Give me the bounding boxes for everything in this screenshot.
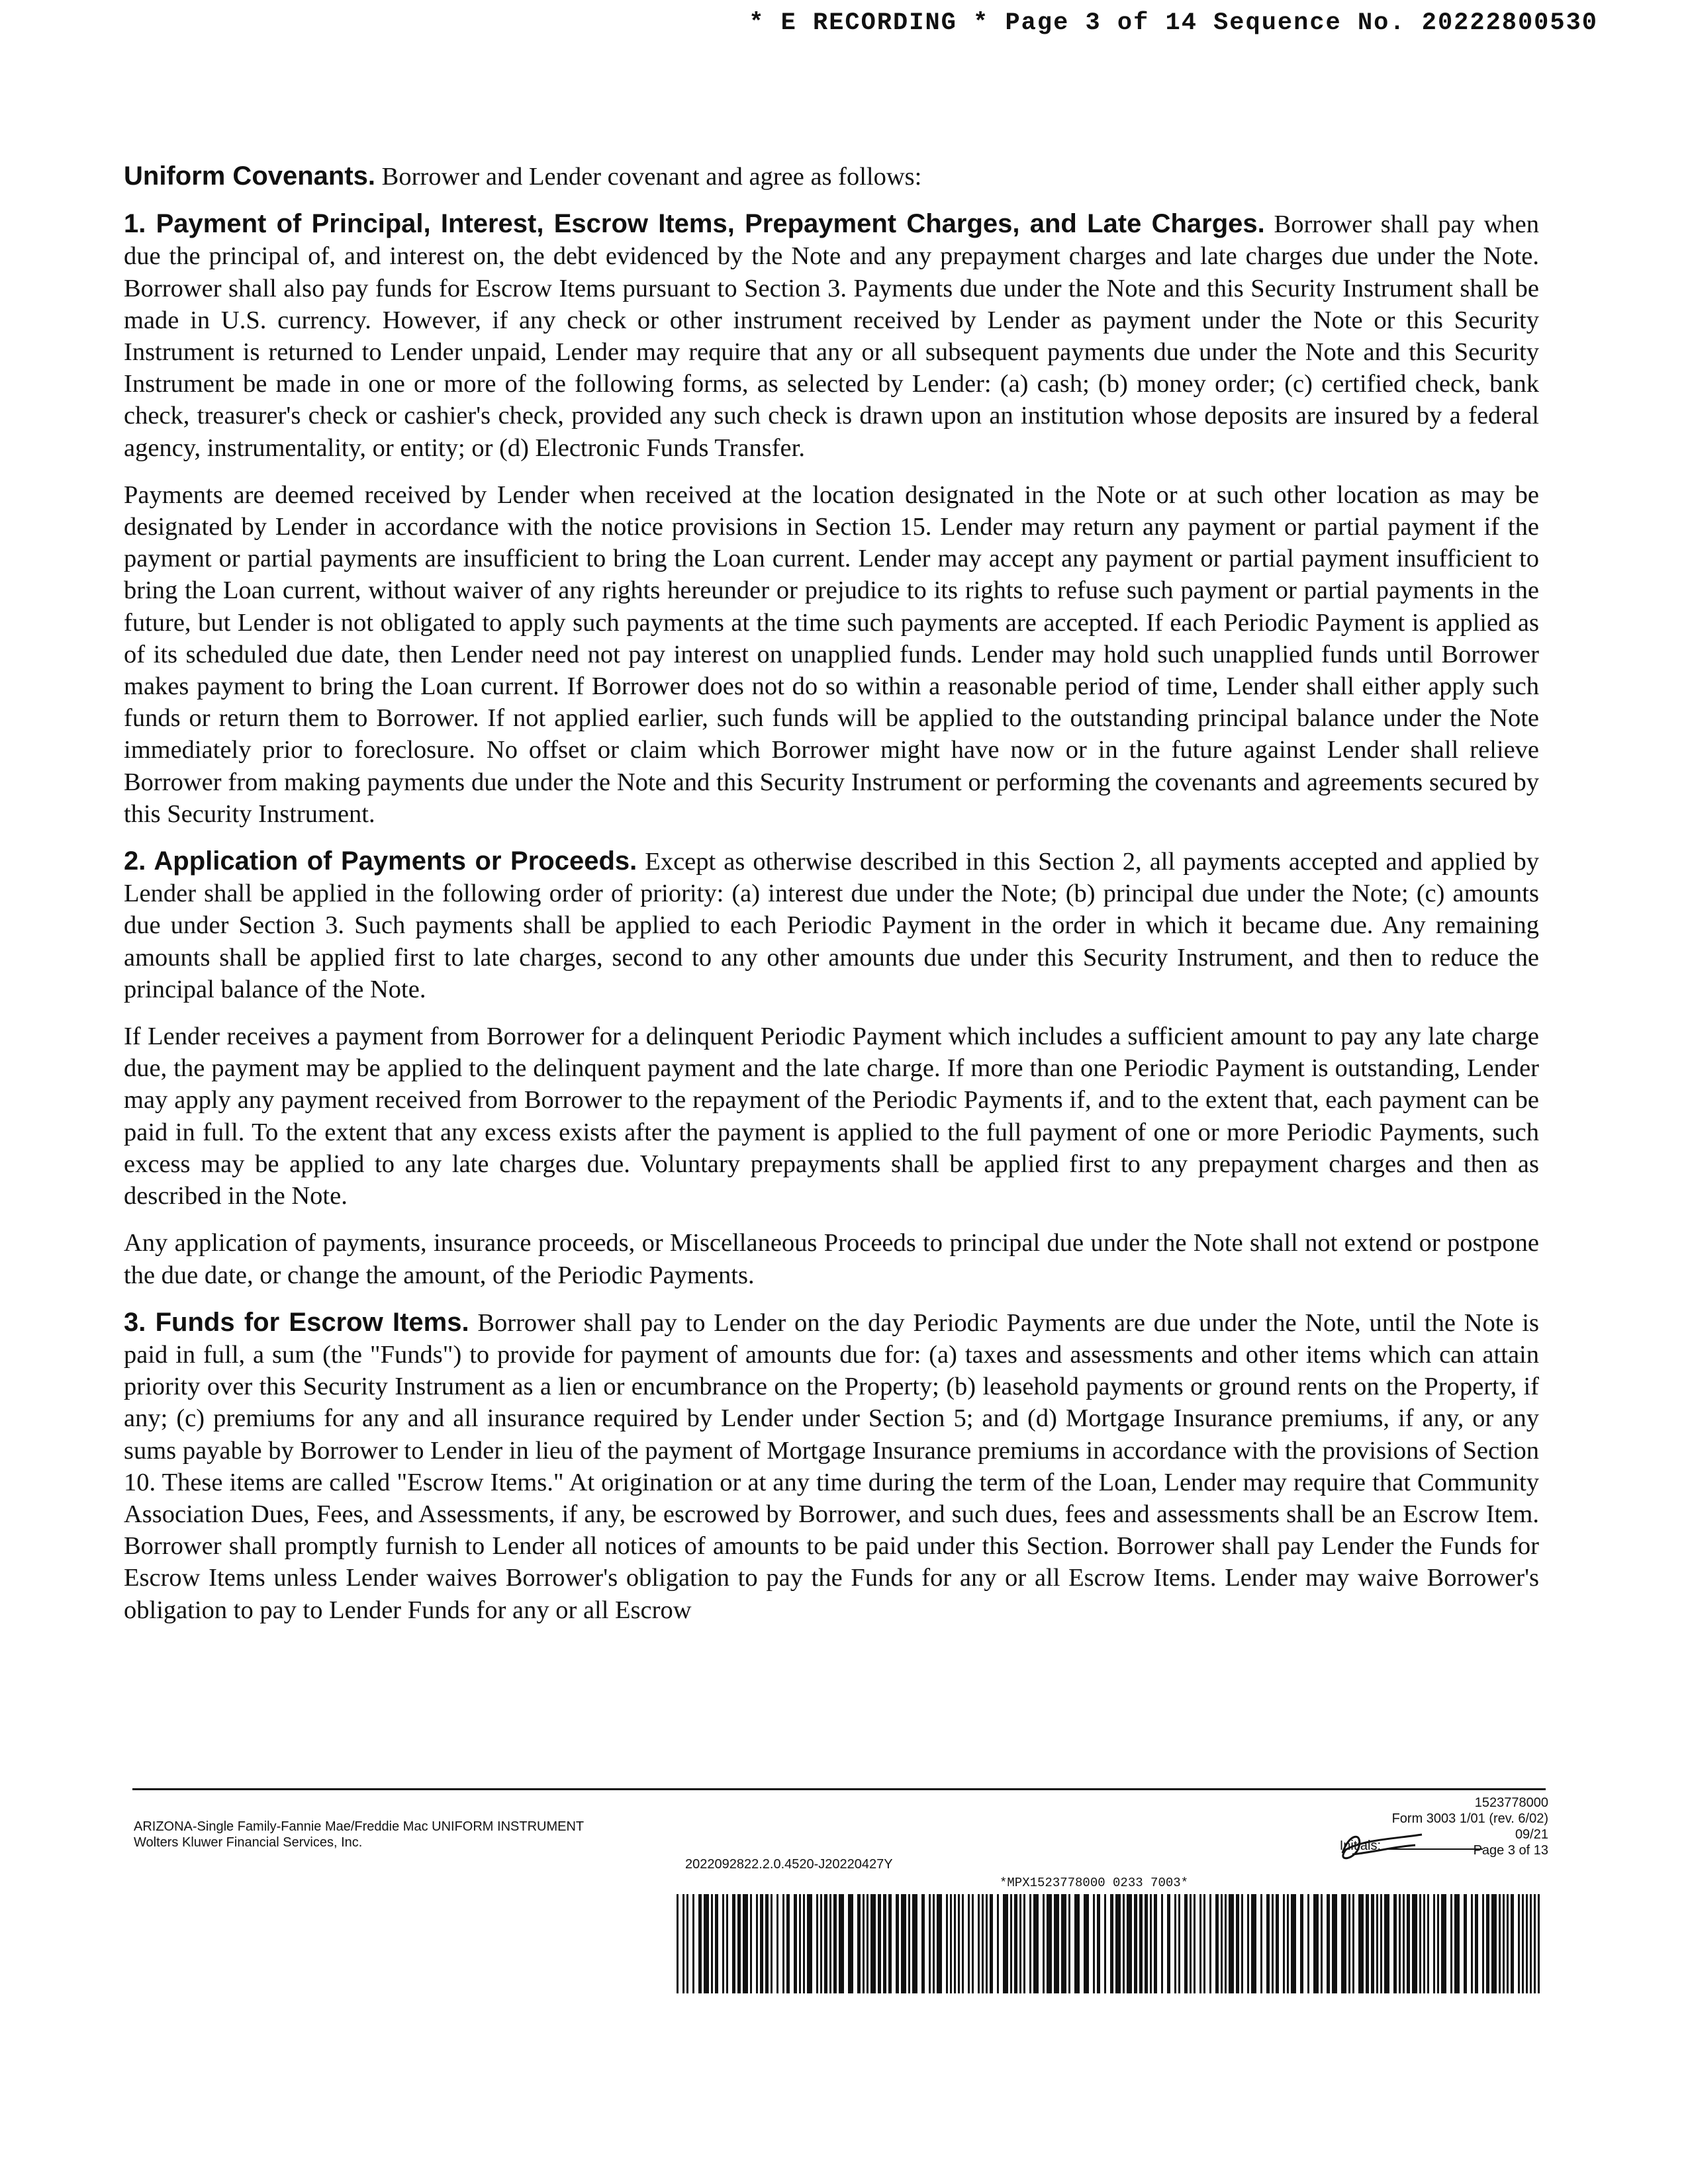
- barcode-bar: [1332, 1894, 1337, 1993]
- barcode-bar: [1341, 1894, 1346, 1993]
- barcode-bar: [1276, 1894, 1279, 1993]
- barcode-bar: [1313, 1894, 1319, 1993]
- barcode-bar: [986, 1894, 988, 1993]
- barcode-bar: [715, 1894, 718, 1993]
- barcode-bar: [883, 1894, 886, 1993]
- barcode-bar: [760, 1894, 763, 1993]
- barcode-bar: [1061, 1894, 1066, 1993]
- barcode-bar: [968, 1894, 970, 1993]
- barcode-bar: [1471, 1894, 1473, 1993]
- date-code: 09/21: [1515, 1827, 1548, 1842]
- barcode-bar: [1450, 1894, 1452, 1993]
- barcode-bar: [1287, 1894, 1289, 1993]
- barcode-bar: [1272, 1894, 1274, 1993]
- barcode-bar: [1003, 1894, 1008, 1993]
- barcode-bar: [816, 1894, 818, 1993]
- barcode-bar: [1486, 1894, 1489, 1993]
- barcode-bar: [1352, 1894, 1354, 1993]
- barcode-bar: [863, 1894, 865, 1993]
- section-1-paragraph-1: [124, 208, 1539, 464]
- barcode-bar: [750, 1894, 752, 1993]
- initials-label: Initials:: [1339, 1839, 1381, 1853]
- barcode-bar: [799, 1894, 801, 1993]
- barcode: [677, 1894, 1545, 1993]
- document-id: 2022092822.2.0.4520-J20220427Y: [685, 1857, 893, 1872]
- barcode-bar: [833, 1894, 837, 1993]
- footer-divider: [132, 1788, 1546, 1790]
- barcode-bar: [912, 1894, 917, 1993]
- barcode-bar: [1127, 1894, 1132, 1993]
- barcode-bar: [1403, 1894, 1405, 1993]
- intro-paragraph: [124, 160, 1539, 193]
- form-publisher: Wolters Kluwer Financial Services, Inc.: [134, 1835, 363, 1850]
- section-3-heading: 3. Funds for Escrow Items.: [124, 1307, 469, 1337]
- barcode-bar: [1215, 1894, 1219, 1993]
- barcode-bar: [1358, 1894, 1364, 1993]
- barcode-bar: [1014, 1894, 1017, 1993]
- barcode-bar: [803, 1894, 805, 1993]
- barcode-bar: [1522, 1894, 1524, 1993]
- barcode-bar: [732, 1894, 735, 1993]
- barcode-bar: [1043, 1894, 1045, 1993]
- barcode-bar: [958, 1894, 960, 1993]
- barcode-bar: [1251, 1894, 1256, 1993]
- barcode-bar: [878, 1894, 881, 1993]
- barcode-bar: [737, 1894, 741, 1993]
- barcode-bar: [908, 1894, 910, 1993]
- section-2-paragraph-2: If Lender receives a payment from Borrower for a delinquent Periodic Payment which includes a sufficient amount to pay any late charge due, the payment may be applied to the delinquent payment and the late charge. If more than one Periodic Payment is outstanding, Lender may apply any payment received from Borrower to the repayment of the Periodic Payments if, and to the extent that, each payment can be paid in full. To the extent that any excess exists after the payment is applied to the full payment of one or more Periodic Payments, such excess may be applied to any late charges due. Voluntary prepayments shall be applied first to any prepayment charges and then as described in the Note.: [124, 1023, 1539, 1210]
- barcode-bar: [1203, 1894, 1205, 1993]
- barcode-bar: [1115, 1894, 1121, 1993]
- barcode-bar: [1134, 1894, 1137, 1993]
- barcode-bar: [1419, 1894, 1421, 1993]
- barcode-bar: [1221, 1894, 1223, 1993]
- barcode-bar: [765, 1894, 769, 1993]
- barcode-bar: [954, 1894, 956, 1993]
- barcode-bar: [901, 1894, 906, 1993]
- barcode-bar: [1423, 1894, 1425, 1993]
- barcode-bar: [1526, 1894, 1528, 1993]
- barcode-bar: [978, 1894, 980, 1993]
- barcode-bar: [1412, 1894, 1417, 1993]
- barcode-bar: [743, 1894, 748, 1993]
- barcode-bar: [1538, 1894, 1540, 1993]
- barcode-bar: [1376, 1894, 1378, 1993]
- barcode-bar: [1097, 1894, 1100, 1993]
- barcode-bar: [726, 1894, 728, 1993]
- initials-signature: [1323, 1827, 1429, 1866]
- barcode-bar: [1348, 1894, 1350, 1993]
- barcode-bar: [829, 1894, 831, 1993]
- barcode-bar: [1184, 1894, 1188, 1993]
- barcode-bar: [896, 1894, 899, 1993]
- barcode-bar: [1229, 1894, 1234, 1993]
- barcode-bar: [1167, 1894, 1170, 1993]
- barcode-bar: [1266, 1894, 1270, 1993]
- barcode-bar: [1482, 1894, 1484, 1993]
- form-title: ARIZONA-Single Family-Fannie Mae/Freddie Mac UNIFORM INSTRUMENT: [134, 1819, 585, 1834]
- barcode-bar: [711, 1894, 713, 1993]
- barcode-bar: [1068, 1894, 1070, 1993]
- barcode-bar: [776, 1894, 778, 1993]
- barcode-bar: [1247, 1894, 1249, 1993]
- barcode-bar: [1366, 1894, 1369, 1993]
- barcode-bar: [1029, 1894, 1031, 1993]
- barcode-bar: [1161, 1894, 1163, 1993]
- barcode-bar: [839, 1894, 844, 1993]
- barcode-bar: [1283, 1894, 1285, 1993]
- barcode-bar: [1010, 1894, 1012, 1993]
- intro-heading: Uniform Covenants.: [124, 161, 376, 191]
- barcode-bar: [1464, 1894, 1467, 1993]
- barcode-bar: [867, 1894, 868, 1993]
- barcode-bar: [692, 1894, 694, 1993]
- barcode-bar: [698, 1894, 702, 1993]
- barcode-bar: [704, 1894, 709, 1993]
- barcode-bar: [1393, 1894, 1397, 1993]
- barcode-bar: [1241, 1894, 1243, 1993]
- section-2-text-1: Except as otherwise described in this Section 2, all payments accepted and applied by Lender shall be applied in the following order of priority: (a) interest due under the Note; (b) principal due under the Note; (c) amounts due under Section 3. Such payments shall be applied to each Periodic Payment in the order in which it became due. Any remaining amounts shall be applied first to late charges, second to any other amounts due under this Security Instrument, and then to reduce the principal balance of the Note.: [124, 848, 1539, 1003]
- barcode-bar: [1123, 1894, 1125, 1993]
- barcode-bar: [1371, 1894, 1374, 1993]
- barcode-bar: [1104, 1894, 1106, 1993]
- section-2-paragraph-3: Any application of payments, insurance proceeds, or Miscellaneous Proceeds to principal due under the Note shall not extend or postpone the due date, or change the amount, of the Periodic Payments.: [124, 1229, 1539, 1289]
- section-1-heading: 1. Payment of Principal, Interest, Escrow Items, Prepayment Charges, and Late Charges.: [124, 209, 1265, 239]
- intro-text: Borrower and Lender covenant and agree as follows:: [381, 163, 922, 191]
- barcode-bar: [1307, 1894, 1309, 1993]
- barcode-bar: [990, 1894, 993, 1993]
- barcode-bar: [1475, 1894, 1478, 1993]
- barcode-bar: [1291, 1894, 1296, 1993]
- section-1-paragraph-2: Payments are deemed received by Lender when received at the location designated in the Note or at such other location as may be designated by Lender in accordance with the notice provisions in Section 15. Lender may return any payment or partial payment if the payment or partial payments are insufficient to bring the Loan current. Lender may accept any payment or partial payment insufficient to bring the Loan current, without waiver of any rights hereunder or prejudice to its rights to refuse such payment or partial payments in the future, but Lender is not obligated to apply such payments at the time such payments are accepted. If each Periodic Payment is applied as of its scheduled due date, then Lender need not pay interest on unapplied funds. Lender may hold such unapplied funds until Borrower makes payment to bring the Loan current. If Borrower does not do so within a reasonable period of time, Lender shall either apply such funds or return them to Borrower. If not applied earlier, such funds will be applied to the outstanding principal balance under the Note immediately prior to foreclosure. No offset or claim which Borrower might have now or in the future against Lender shall relieve Borrower from making payments due under the Note and this Security Instrument or performing the covenants and agreements secured by this Security Instrument.: [124, 480, 1539, 828]
- barcode-bar: [933, 1894, 935, 1993]
- barcode-bar: [1178, 1894, 1180, 1993]
- section-3-text-1: Borrower shall pay to Lender on the day Periodic Payments are due under the Note, until the Note is paid in full, a sum (the "Funds") to provide for payment of amounts due for: (a) taxes and assessments and other items which can attain priority over this Security Instrument as a lien or encumbrance on the Property; (b) leasehold payments or ground rents on the Property, if any; (c) premiums for any and all insurance required by Lender under Section 5; and (d) Mortgage Insurance premiums, if any, or any sums payable by Borrower to Lender in lieu of the payment of Mortgage Insurance premiums in accordance with the provisions of Section 10. These items are called "Escrow Items." At origination or at any time during the term of the Loan, Lender may require that Community Association Dues, Fees, and Assessments, if any, be escrowed by Borrower, and such dues, fees and assessments shall be an Escrow Item. Borrower shall promptly furnish to Lender all notices of amounts to be paid under this Section. Borrower shall pay Lender the Funds for Escrow Items unless Lender waives Borrower's obligation to pay the Funds for any or all Escrow Items. Lender may waive Borrower's obligation to pay to Lender Funds for any or all Escrow: [124, 1308, 1539, 1624]
- barcode-bar: [682, 1894, 684, 1993]
- barcode-bar: [686, 1894, 688, 1993]
- barcode-bar: [950, 1894, 952, 1993]
- barcode-text: *MPX1523778000 0233 7003*: [1000, 1876, 1189, 1890]
- barcode-bar: [1074, 1894, 1080, 1993]
- section-1-text-1: Borrower shall pay when due the principal of, and interest on, the debt evidenced by the Note and any prepayment charges and late charges due under the Note. Borrower shall also pay funds for Escrow Items pursuant to Section 3. Payments due under the Note and this Security Instrument shall be made in U.S. currency. However, if any check or other instrument received by Lender as payment under the Note or this Security Instrument is returned to Lender unpaid, Lender may require that any or all subsequent payments due under the Note and this Security Instrument be made in one or more of the following forms, as selected by Lender: (a) cash; (b) money order; (c) certified check, bank check, treasurer's check or cashier's check, provided any such check is drawn upon an institution whose deposits are insured by a federal agency, instrumentality, or entity; or (d) Electronic Funds Transfer.: [124, 210, 1540, 462]
- barcode-bar: [997, 1894, 999, 1993]
- barcode-bar: [1139, 1894, 1143, 1993]
- document-body: [124, 160, 1539, 1641]
- section-3-paragraph-1: [124, 1306, 1539, 1626]
- barcode-bar: [848, 1894, 853, 1993]
- barcode-bar: [1437, 1894, 1439, 1993]
- barcode-bar: [794, 1894, 797, 1993]
- barcode-bar: [1260, 1894, 1262, 1993]
- barcode-bar: [1327, 1894, 1330, 1993]
- barcode-bar: [1518, 1894, 1520, 1993]
- barcode-bar: [824, 1894, 827, 1993]
- barcode-bar: [1110, 1894, 1113, 1993]
- barcode-bar: [1503, 1894, 1505, 1993]
- barcode-bar: [937, 1894, 942, 1993]
- barcode-bar: [722, 1894, 724, 1993]
- barcode-bar: [870, 1894, 876, 1993]
- barcode-bar: [1225, 1894, 1227, 1993]
- footer-form-info: [134, 1819, 584, 1850]
- barcode-bar: [1154, 1894, 1157, 1993]
- barcode-bar: [771, 1894, 773, 1993]
- barcode-bar: [1209, 1894, 1211, 1993]
- barcode-bar: [1093, 1894, 1095, 1993]
- barcode-bar: [1491, 1894, 1497, 1993]
- barcode-bar: [962, 1894, 964, 1993]
- barcode-bar: [1399, 1894, 1401, 1993]
- barcode-bar: [807, 1894, 812, 1993]
- form-number: Form 3003 1/01 (rev. 6/02): [1391, 1811, 1548, 1826]
- barcode-bar: [921, 1894, 925, 1993]
- section-2-paragraph-1: [124, 845, 1539, 1005]
- barcode-bar: [1023, 1894, 1025, 1993]
- barcode-bar: [677, 1894, 679, 1993]
- barcode-bar: [756, 1894, 758, 1993]
- barcode-bar: [1407, 1894, 1410, 1993]
- barcode-bar: [1047, 1894, 1052, 1993]
- loan-number: 1523778000: [1474, 1796, 1548, 1810]
- barcode-bar: [1511, 1894, 1514, 1993]
- barcode-bar: [1507, 1894, 1509, 1993]
- barcode-bar: [786, 1894, 790, 1993]
- barcode-bar: [1384, 1894, 1389, 1993]
- barcode-bar: [1199, 1894, 1201, 1993]
- barcode-bar: [820, 1894, 822, 1993]
- recording-stamp: * E RECORDING * Page 3 of 14 Sequence No. 20222800530: [749, 9, 1598, 37]
- barcode-bar: [1190, 1894, 1192, 1993]
- barcode-bar: [857, 1894, 861, 1993]
- barcode-bar: [1084, 1894, 1089, 1993]
- page-number: Page 3 of 13: [1473, 1843, 1548, 1858]
- barcode-bar: [782, 1894, 784, 1993]
- barcode-bar: [1433, 1894, 1435, 1993]
- section-2-heading: 2. Application of Payments or Proceeds.: [124, 846, 637, 876]
- barcode-bar: [1300, 1894, 1303, 1993]
- barcode-bar: [1321, 1894, 1323, 1993]
- barcode-bar: [1380, 1894, 1382, 1993]
- barcode-bar: [1499, 1894, 1501, 1993]
- barcode-bar: [1145, 1894, 1148, 1993]
- barcode-bar: [972, 1894, 974, 1993]
- barcode-bar: [1454, 1894, 1460, 1993]
- barcode-bar: [888, 1894, 892, 1993]
- barcode-bar: [1150, 1894, 1152, 1993]
- barcode-bar: [1054, 1894, 1059, 1993]
- barcode-bar: [1174, 1894, 1176, 1993]
- barcode-bar: [946, 1894, 948, 1993]
- barcode-bar: [982, 1894, 984, 1993]
- barcode-bar: [1427, 1894, 1429, 1993]
- barcode-bar: [1530, 1894, 1532, 1993]
- barcode-bar: [1194, 1894, 1196, 1993]
- barcode-bar: [1019, 1894, 1021, 1993]
- barcode-bar: [1441, 1894, 1446, 1993]
- barcode-bar: [929, 1894, 931, 1993]
- barcode-bar: [1534, 1894, 1536, 1993]
- barcode-bar: [1236, 1894, 1239, 1993]
- barcode-bar: [1033, 1894, 1039, 1993]
